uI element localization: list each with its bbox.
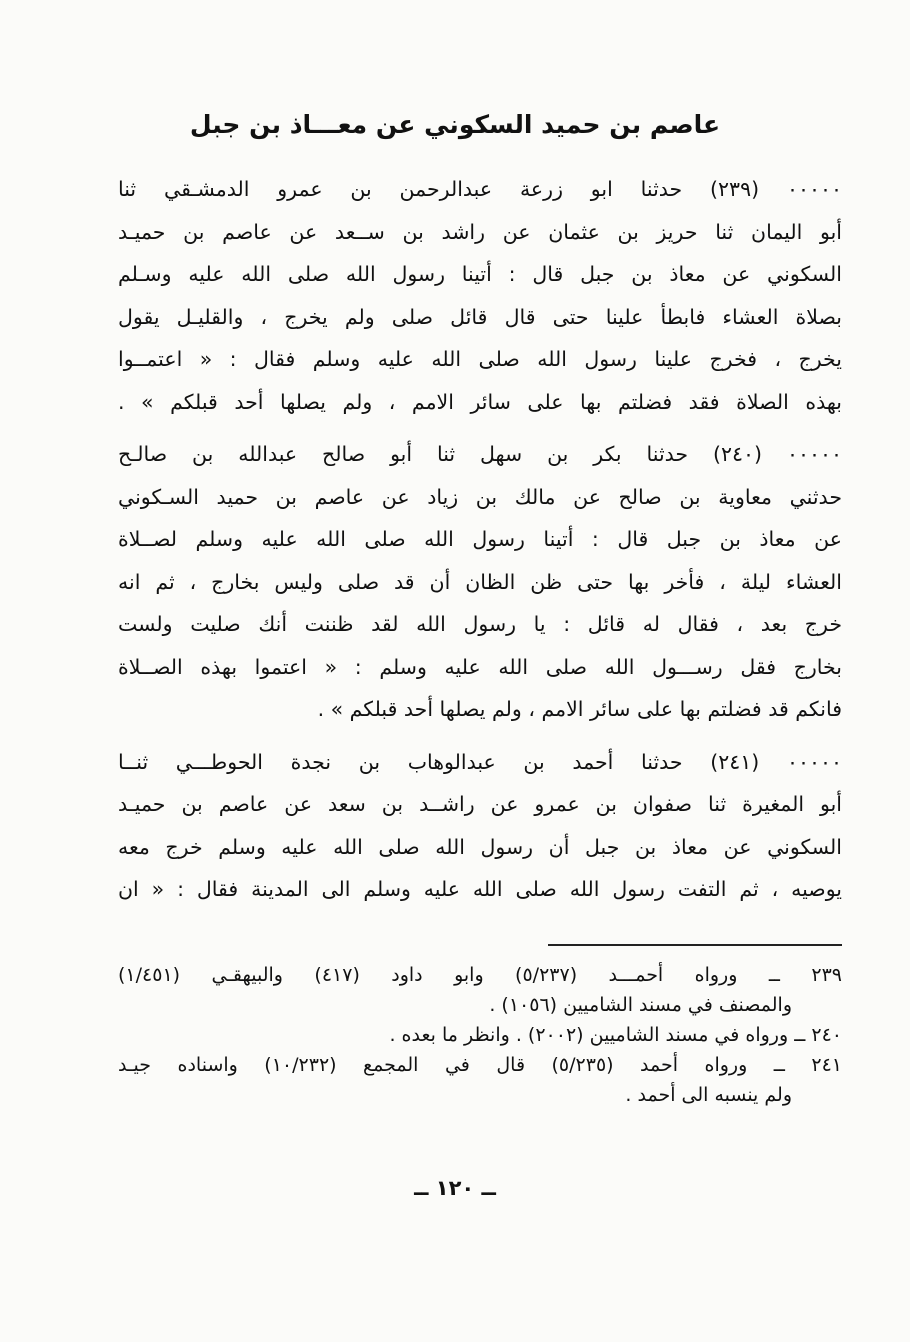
hadith-line: بصلاة العشاء فابطأ علينا حتى قال قائل صلى ولم يخرج ، والقليـل يقول xyxy=(118,304,842,329)
footnote-line: والمصنف في مسند الشاميين (١٠٥٦) . xyxy=(489,994,792,1016)
hadith-line: فانكم قد فضلتم بها على سائر الامم ، ولم يصلها أحد قبلكم » . xyxy=(317,697,842,721)
footnote-line: ٢٤١ ــ ورواه أحمد (٥/٢٣٥) قال في المجمع (١٠/٢٣٢) واسناده جيـد xyxy=(118,1054,842,1076)
hadith-line: ٠٠٠٠٠ (٢٤١) حدثنا أحمد بن عبدالوهاب بن نجدة الحوطـــي ثنــا xyxy=(118,749,842,774)
page-title: عاصم بن حميد السكوني عن معـــاذ بن جبل xyxy=(189,110,721,139)
footnote-line: ٢٤٠ ــ ورواه في مسند الشاميين (٢٠٠٢) . وانظر ما بعده . xyxy=(389,1024,842,1046)
hadith-240 xyxy=(118,433,842,731)
footnote-239 xyxy=(118,960,842,1020)
hadith-line: عن معاذ بن جبل قال : أتينا رسول الله صلى الله عليه وسلم لصــلاة xyxy=(118,527,842,551)
hadith-239 xyxy=(118,168,842,423)
hadith-line: العشاء ليلة ، فأخر بها حتى ظن الظان أن قد صلى وليس بخارج ، ثم انه xyxy=(118,569,842,594)
footnote-240 xyxy=(118,1020,842,1050)
hadith-body xyxy=(118,168,842,921)
hadith-line: السكوني عن معاذ بن جبل أن رسول الله صلى الله عليه وسلم خرج معه xyxy=(118,834,842,859)
footnote-line: ولم ينسبه الى أحمد . xyxy=(625,1084,792,1106)
hadith-241 xyxy=(118,741,842,911)
hadith-line: يخرج ، فخرج علينا رسول الله صلى الله عليه وسلم فقال : « اعتمــوا xyxy=(118,347,842,371)
hadith-line: بخارج فقل رســـول الله صلى الله عليه وسلم : « اعتموا بهذه الصــلاة xyxy=(118,654,842,679)
footnotes xyxy=(118,960,842,1110)
hadith-line: يوصيه ، ثم التفت رسول الله صلى الله عليه وسلم الى المدينة فقال : « ان xyxy=(118,877,842,901)
hadith-line: أبو المغيرة ثنا صفوان بن عمرو عن راشــد بن سعد عن عاصم بن حميـد xyxy=(118,792,842,816)
hadith-line: السكوني عن معاذ بن جبل قال : أتينا رسول الله صلى الله عليه وسـلم xyxy=(118,262,842,286)
hadith-line: ٠٠٠٠٠ (٢٤٠) حدثنا بكر بن سهل ثنا أبو صالح عبدالله بن صالـح xyxy=(118,442,842,466)
hadith-line: حدثني معاوية بن صالح عن مالك بن زياد عن عاصم بن حميد السـكوني xyxy=(118,484,842,509)
hadith-line: أبو اليمان ثنا حريز بن عثمان عن راشد بن ســعد عن عاصم بن حميـد xyxy=(118,219,842,244)
footnote-divider xyxy=(548,944,842,946)
page-number: ــ ١٢٠ ــ xyxy=(414,1176,496,1200)
footnote-line: ٢٣٩ ــ ورواه أحمـــد (٥/٢٣٧) وابو داود (٤١٧) والبيهقـي (١/٤٥١) xyxy=(118,964,842,986)
hadith-line: خرج بعد ، فقال له قائل : يا رسول الله لقد ظننت أنك صليت ولست xyxy=(118,612,842,636)
footnote-241 xyxy=(118,1050,842,1110)
hadith-line: ٠٠٠٠٠ (٢٣٩) حدثنا ابو زرعة عبدالرحمن بن عمرو الدمشـقي ثنا xyxy=(118,177,842,201)
hadith-line: بهذه الصلاة فقد فضلتم بها على سائر الامم ، ولم يصلها أحد قبلكم » . xyxy=(118,389,842,414)
